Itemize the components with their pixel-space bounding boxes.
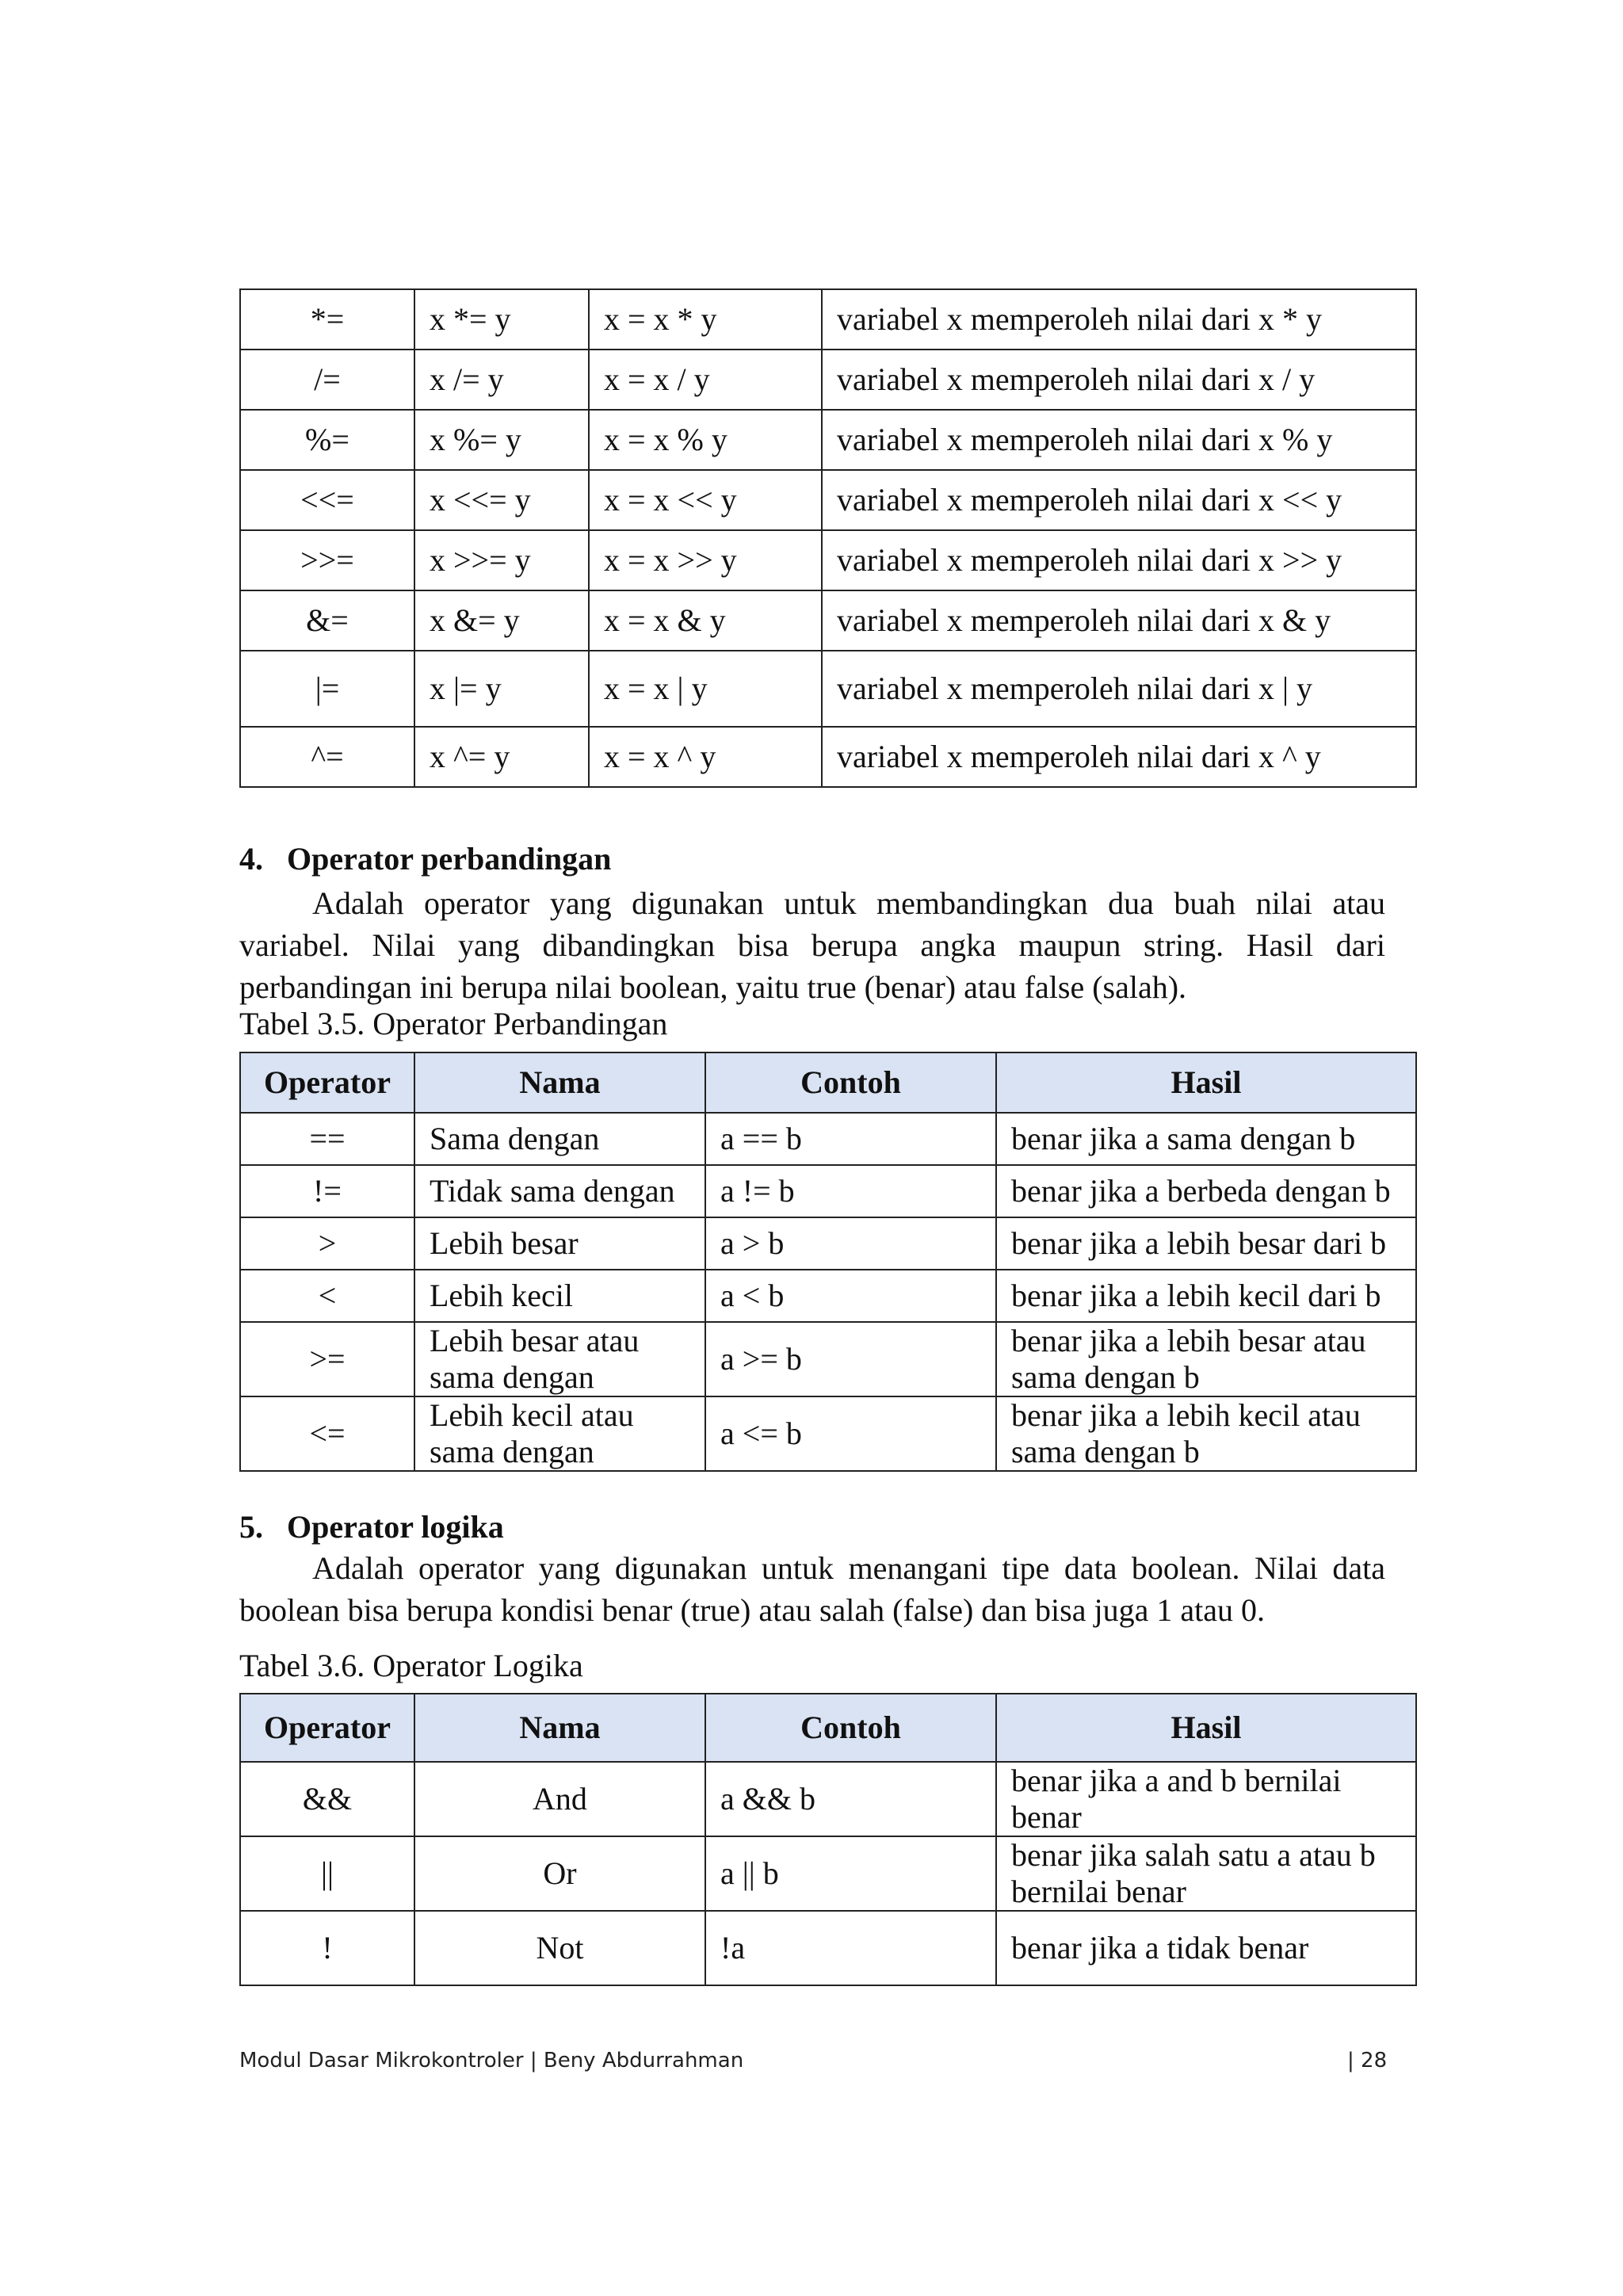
table-row: [240, 1165, 1416, 1217]
table-cell: x = x & y: [589, 590, 822, 651]
assignment-operator-table: [239, 288, 1417, 788]
section-paragraph: [239, 1547, 1385, 1631]
table-cell: x = x * y: [589, 289, 822, 350]
table-cell: <<=: [240, 470, 414, 530]
table-cell: Lebih besar: [414, 1217, 705, 1270]
table-cell: Lebih kecil atau sama dengan: [414, 1396, 705, 1471]
logic-operator-table: [239, 1693, 1417, 1986]
table-row: [240, 1836, 1416, 1911]
table-cell: x = x / y: [589, 350, 822, 410]
table-cell: a != b: [705, 1165, 996, 1217]
section-title: Operator logika: [287, 1509, 504, 1545]
table-cell: /=: [240, 350, 414, 410]
table-cell: x ^= y: [414, 727, 589, 787]
table-cell: benar jika a lebih besar dari b: [996, 1217, 1416, 1270]
table-cell: x = x ^ y: [589, 727, 822, 787]
table-row: [240, 1762, 1416, 1836]
table-row: [240, 530, 1416, 590]
table-cell: <: [240, 1270, 414, 1322]
table-cell: x = x << y: [589, 470, 822, 530]
table-cell: %=: [240, 410, 414, 470]
table-cell: Not: [414, 1911, 705, 1985]
table-cell: a > b: [705, 1217, 996, 1270]
column-header: Operator: [240, 1694, 414, 1762]
table-row: [240, 1270, 1416, 1322]
section-number: 5.: [239, 1509, 263, 1545]
table-row: [240, 651, 1416, 727]
table-row: [240, 1113, 1416, 1165]
table-cell: x <<= y: [414, 470, 589, 530]
table-caption: Tabel 3.5. Operator Perbandingan: [239, 1006, 668, 1041]
table-cell: variabel x memperoleh nilai dari x / y: [822, 350, 1416, 410]
table-cell: Or: [414, 1836, 705, 1911]
table-cell: x >>= y: [414, 530, 589, 590]
table-cell: ==: [240, 1113, 414, 1165]
table-row: [240, 727, 1416, 787]
table-cell: benar jika salah satu a atau b bernilai benar: [996, 1836, 1416, 1911]
column-header: Nama: [414, 1052, 705, 1113]
table-cell: benar jika a tidak benar: [996, 1911, 1416, 1985]
table-row: [240, 1322, 1416, 1396]
table-cell: >: [240, 1217, 414, 1270]
table-row: [240, 470, 1416, 530]
paragraph-text: Adalah operator yang digunakan untuk menangani tipe data boolean. Nilai data boolean bisa berupa kondisi benar (true) atau salah (false) dan bisa juga 1 atau 0.: [239, 1550, 1385, 1628]
column-header: Contoh: [705, 1052, 996, 1113]
table-cell: a && b: [705, 1762, 996, 1836]
table-header-row: [240, 1694, 1416, 1762]
table-cell: !a: [705, 1911, 996, 1985]
table-cell: variabel x memperoleh nilai dari x % y: [822, 410, 1416, 470]
table-cell: !: [240, 1911, 414, 1985]
table-cell: variabel x memperoleh nilai dari x * y: [822, 289, 1416, 350]
table-row: [240, 1217, 1416, 1270]
column-header: Contoh: [705, 1694, 996, 1762]
comparison-operator-table: [239, 1052, 1417, 1472]
table-cell: !=: [240, 1165, 414, 1217]
table-cell: Lebih besar atau sama dengan: [414, 1322, 705, 1396]
table-caption: Tabel 3.6. Operator Logika: [239, 1648, 583, 1683]
column-header: Hasil: [996, 1694, 1416, 1762]
table-cell: Lebih kecil: [414, 1270, 705, 1322]
column-header: Hasil: [996, 1052, 1416, 1113]
section-paragraph: [239, 882, 1385, 1008]
table-cell: x = x % y: [589, 410, 822, 470]
table-cell: Tidak sama dengan: [414, 1165, 705, 1217]
table-cell: benar jika a and b bernilai benar: [996, 1762, 1416, 1836]
page-number: | 28: [1347, 2049, 1388, 2073]
section-title: Operator perbandingan: [287, 841, 612, 877]
section-heading: [239, 1508, 504, 1545]
table-cell: ^=: [240, 727, 414, 787]
table-cell: benar jika a sama dengan b: [996, 1113, 1416, 1165]
table-cell: &=: [240, 590, 414, 651]
table-row: [240, 590, 1416, 651]
table-cell: benar jika a lebih besar atau sama dengan b: [996, 1322, 1416, 1396]
table-row: [240, 350, 1416, 410]
table-cell: variabel x memperoleh nilai dari x >> y: [822, 530, 1416, 590]
table-cell: a < b: [705, 1270, 996, 1322]
table-cell: a == b: [705, 1113, 996, 1165]
table-cell: x = x | y: [589, 651, 822, 727]
table-cell: And: [414, 1762, 705, 1836]
table-cell: <=: [240, 1396, 414, 1471]
table-cell: benar jika a berbeda dengan b: [996, 1165, 1416, 1217]
table-cell: variabel x memperoleh nilai dari x | y: [822, 651, 1416, 727]
table-cell: variabel x memperoleh nilai dari x & y: [822, 590, 1416, 651]
table-cell: *=: [240, 289, 414, 350]
table-cell: x *= y: [414, 289, 589, 350]
column-header: Nama: [414, 1694, 705, 1762]
table-cell: |=: [240, 651, 414, 727]
table-cell: variabel x memperoleh nilai dari x << y: [822, 470, 1416, 530]
section-heading: [239, 840, 611, 877]
table-cell: x /= y: [414, 350, 589, 410]
table-cell: x &= y: [414, 590, 589, 651]
section-number: 4.: [239, 841, 263, 877]
table-header-row: [240, 1052, 1416, 1113]
table-cell: >=: [240, 1322, 414, 1396]
table-row: [240, 1911, 1416, 1985]
table-cell: x |= y: [414, 651, 589, 727]
table-cell: &&: [240, 1762, 414, 1836]
table-cell: ||: [240, 1836, 414, 1911]
table-cell: benar jika a lebih kecil dari b: [996, 1270, 1416, 1322]
table-cell: >>=: [240, 530, 414, 590]
table-cell: a || b: [705, 1836, 996, 1911]
table-row: [240, 289, 1416, 350]
footer-title: Modul Dasar Mikrokontroler | Beny Abdurrahman: [239, 2049, 744, 2073]
paragraph-text: Adalah operator yang digunakan untuk membandingkan dua buah nilai atau variabel. Nilai yang dibandingkan bisa berupa angka maupun string. Hasil dari perbandingan ini berupa nilai boolean, yaitu true (benar) atau false (salah).: [239, 885, 1385, 1005]
table-cell: x = x >> y: [589, 530, 822, 590]
table-cell: Sama dengan: [414, 1113, 705, 1165]
table-cell: a >= b: [705, 1322, 996, 1396]
table-cell: x %= y: [414, 410, 589, 470]
table-cell: benar jika a lebih kecil atau sama dengan b: [996, 1396, 1416, 1471]
table-row: [240, 410, 1416, 470]
table-cell: variabel x memperoleh nilai dari x ^ y: [822, 727, 1416, 787]
table-cell: a <= b: [705, 1396, 996, 1471]
column-header: Operator: [240, 1052, 414, 1113]
table-row: [240, 1396, 1416, 1471]
